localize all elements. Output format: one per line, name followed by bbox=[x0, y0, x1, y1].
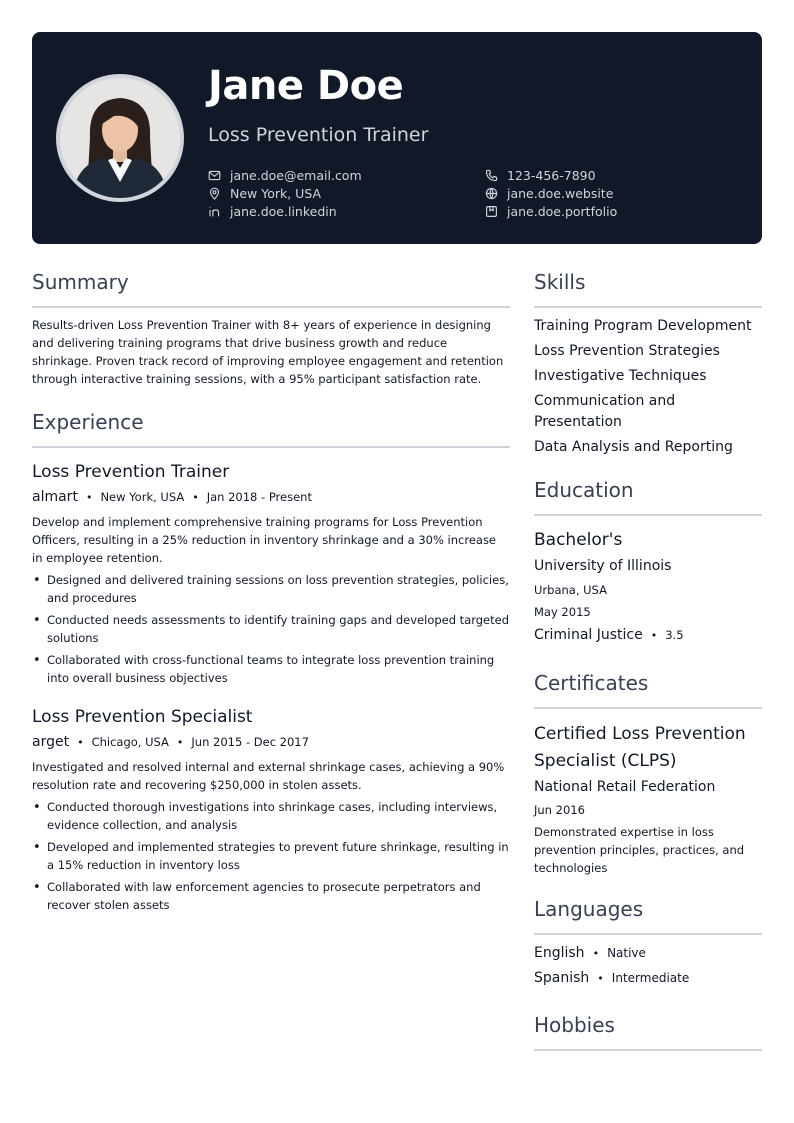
language-level: Intermediate bbox=[611, 971, 690, 985]
job-bullets bbox=[32, 571, 510, 687]
contact-linkedin-text: jane.doe.linkedin bbox=[230, 203, 337, 219]
skill-item: Communication and Presentation bbox=[534, 393, 676, 430]
certificate-date: Jun 2016 bbox=[534, 803, 585, 817]
contact-website-text: jane.doe.website bbox=[507, 185, 614, 201]
education-gpa: 3.5 bbox=[665, 628, 684, 642]
separator-dot: • bbox=[176, 736, 184, 749]
skill-item: Data Analysis and Reporting bbox=[534, 439, 733, 455]
separator-dot: • bbox=[592, 947, 600, 960]
candidate-name: Jane Doe bbox=[208, 63, 404, 109]
profile-photo bbox=[56, 74, 184, 202]
linkedin-icon bbox=[208, 205, 221, 218]
contact-website[interactable] bbox=[485, 184, 745, 202]
contact-phone[interactable] bbox=[485, 166, 745, 184]
skill-item: Loss Prevention Strategies bbox=[534, 343, 720, 359]
job-location: New York, USA bbox=[100, 490, 185, 504]
certificate-issuer: National Retail Federation bbox=[534, 779, 716, 795]
separator-dot: • bbox=[77, 736, 84, 749]
job-location: Chicago, USA bbox=[91, 735, 169, 749]
main-column bbox=[32, 268, 510, 918]
language-name: English bbox=[534, 945, 585, 961]
experience-heading: Experience bbox=[32, 408, 510, 448]
job-bullet: • Developed and implemented strategies to prevent future shrinkage, resulting in a 15% reduction in inventory loss bbox=[32, 838, 510, 874]
job-entry bbox=[32, 460, 510, 687]
job-bullet: • Collaborated with cross-functional teams to integrate loss prevention training into overall business objectives bbox=[32, 651, 510, 687]
job-dates: Jan 2018 - Present bbox=[206, 490, 312, 504]
certificate-description: Demonstrated expertise in loss prevention principles, practices, and technologies bbox=[534, 825, 745, 875]
language-level: Native bbox=[607, 946, 646, 960]
job-title: Loss Prevention Trainer bbox=[32, 462, 230, 482]
location-icon bbox=[208, 187, 221, 200]
contact-phone-text: 123-456-7890 bbox=[507, 167, 596, 183]
job-bullets bbox=[32, 798, 510, 914]
contact-portfolio[interactable] bbox=[485, 202, 745, 220]
summary-text: Results-driven Loss Prevention Trainer with 8+ years of experience in designing and delivering training programs that drive business growth and reduce shrinkage. Proven track record of improving employee engagement and retention through interactive training sessions, with a 95% participant satisfaction rate. bbox=[32, 318, 504, 386]
language-item bbox=[534, 968, 762, 989]
portfolio-icon bbox=[485, 205, 498, 218]
language-name: Spanish bbox=[534, 970, 590, 986]
profile-photo-image bbox=[60, 78, 180, 198]
education-school: University of Illinois bbox=[534, 558, 672, 574]
job-description: Develop and implement comprehensive training programs for Loss Prevention Officers, resulting in a 25% reduction in inventory shrinkage and a 30% increase in employee retention. bbox=[32, 515, 497, 565]
contact-email[interactable] bbox=[208, 166, 478, 184]
job-entry bbox=[32, 705, 510, 914]
globe-icon bbox=[485, 187, 498, 200]
education-field-row bbox=[534, 625, 762, 645]
separator-dot: • bbox=[192, 491, 199, 504]
languages-list bbox=[534, 943, 762, 989]
job-company: almart bbox=[32, 489, 78, 505]
job-bullet: • Conducted needs assessments to identify training gaps and developed targeted solutions bbox=[32, 611, 510, 647]
job-bullet: • Collaborated with law enforcement agencies to prosecute perpetrators and recover stolen assets bbox=[32, 878, 510, 914]
contact-location bbox=[208, 184, 478, 202]
job-dates: Jun 2015 - Dec 2017 bbox=[191, 735, 309, 749]
resume-header bbox=[32, 32, 762, 244]
candidate-title: Loss Prevention Trainer bbox=[208, 124, 429, 146]
summary-heading: Summary bbox=[32, 268, 510, 308]
job-title: Loss Prevention Specialist bbox=[32, 707, 253, 727]
language-item bbox=[534, 943, 762, 964]
contact-portfolio-text: jane.doe.portfolio bbox=[507, 203, 618, 219]
contact-email-text: jane.doe@email.com bbox=[230, 167, 362, 183]
separator-dot: • bbox=[597, 972, 604, 985]
job-company: arget bbox=[32, 734, 70, 750]
skills-list bbox=[534, 316, 762, 458]
job-description: Investigated and resolved internal and external shrinkage cases, achieving a 90% resolution rate and recovering $250,000 in stolen assets. bbox=[32, 760, 505, 792]
phone-icon bbox=[485, 169, 498, 182]
hobbies-heading: Hobbies bbox=[534, 1011, 762, 1051]
certificates-heading: Certificates bbox=[534, 669, 762, 709]
certificate-name: Certified Loss Prevention Specialist (CLPS) bbox=[534, 724, 746, 771]
education-date: May 2015 bbox=[534, 605, 591, 619]
languages-heading: Languages bbox=[534, 895, 762, 935]
education-location: Urbana, USA bbox=[534, 583, 607, 597]
mail-icon bbox=[208, 169, 221, 182]
separator-dot: • bbox=[85, 491, 93, 504]
job-meta bbox=[32, 733, 510, 752]
skill-item: Training Program Development bbox=[534, 318, 752, 334]
separator-dot: • bbox=[650, 629, 658, 642]
job-bullet: • Conducted thorough investigations into shrinkage cases, including interviews, evidence collection, and analysis bbox=[32, 798, 510, 834]
contact-list-left bbox=[208, 166, 478, 220]
education-heading: Education bbox=[534, 476, 762, 516]
education-degree: Bachelor's bbox=[534, 530, 623, 550]
education-field: Criminal Justice bbox=[534, 627, 643, 643]
job-bullet: • Designed and delivered training sessions on loss prevention strategies, policies, and procedures bbox=[32, 571, 510, 607]
contact-list-right bbox=[485, 166, 745, 220]
skills-heading: Skills bbox=[534, 268, 762, 308]
contact-location-text: New York, USA bbox=[230, 185, 322, 201]
skill-item: Investigative Techniques bbox=[534, 368, 707, 384]
job-meta bbox=[32, 488, 510, 507]
contact-linkedin[interactable] bbox=[208, 202, 478, 220]
side-column bbox=[534, 268, 762, 1051]
